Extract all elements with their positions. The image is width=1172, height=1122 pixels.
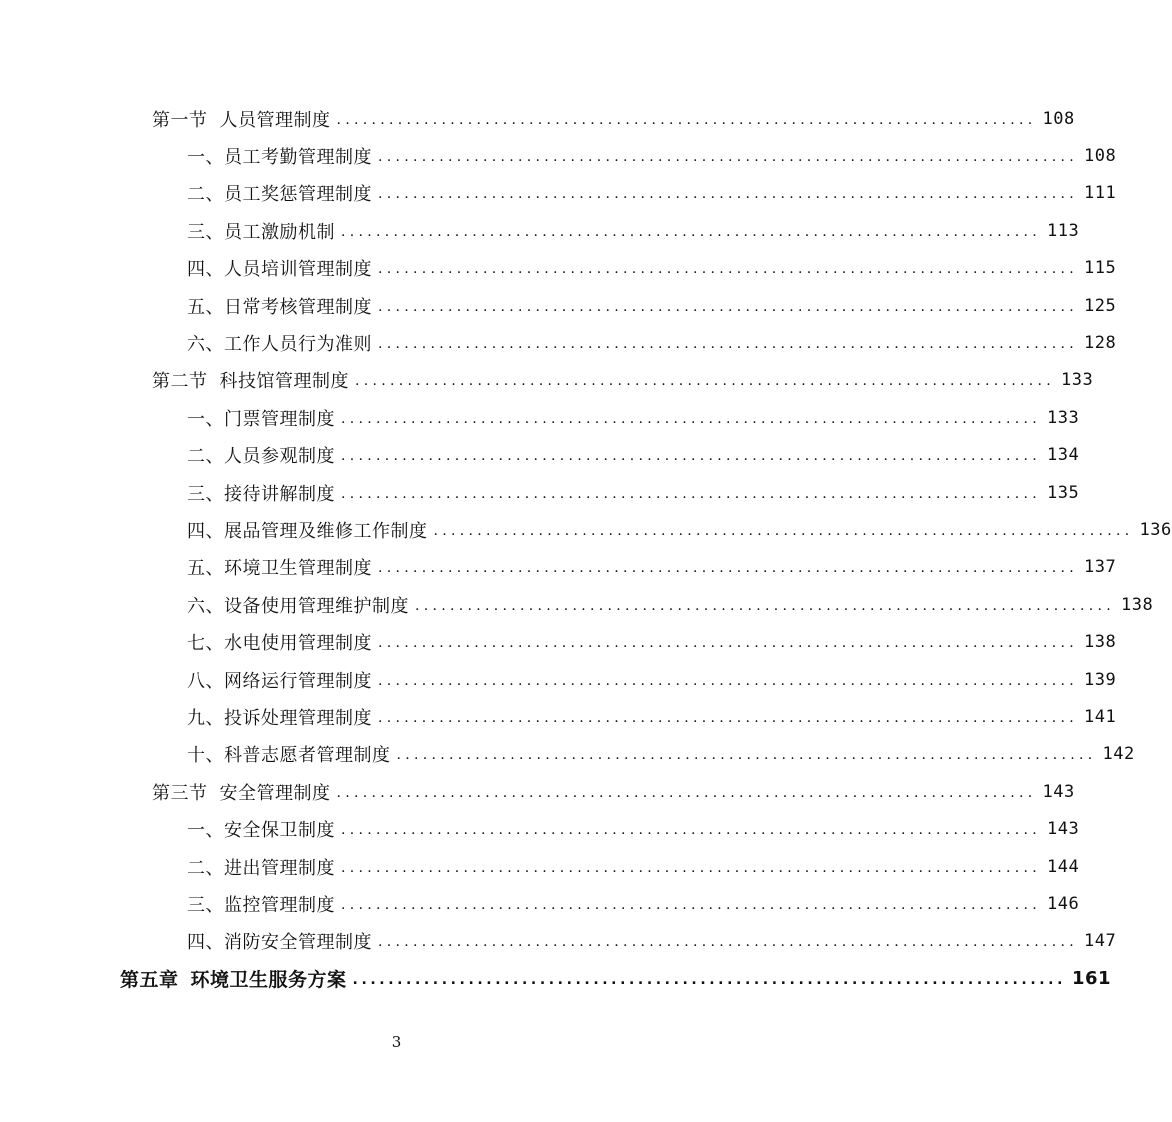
- toc-item-entry[interactable]: [0, 848, 1080, 885]
- toc-dot-leader: ................................................................................: [341, 448, 1042, 465]
- toc-entry-title: 消防安全管理制度: [224, 932, 372, 954]
- toc-entry-page: 115: [1084, 258, 1117, 279]
- toc-entry-label: [187, 704, 372, 730]
- toc-dot-leader: ................................................................................: [341, 896, 1042, 913]
- table-of-contents: [0, 100, 1172, 997]
- toc-entry-page: 138: [1121, 594, 1154, 615]
- toc-entry-label: [187, 330, 372, 356]
- toc-entry-title: 科普志愿者管理制度: [224, 745, 391, 767]
- toc-entry-title: 环境卫生管理制度: [224, 558, 372, 580]
- toc-item-entry[interactable]: [0, 175, 1117, 212]
- toc-entry-title: 员工奖惩管理制度: [224, 184, 372, 206]
- toc-item-entry[interactable]: [0, 736, 1135, 773]
- toc-entry-label: [187, 891, 335, 917]
- toc-entry-label: [152, 367, 349, 393]
- toc-entry-page: 113: [1047, 220, 1080, 241]
- toc-entry-label: [187, 854, 335, 880]
- toc-entry-label: [187, 667, 372, 693]
- toc-item-entry[interactable]: [0, 137, 1117, 174]
- toc-dot-leader: ................................................................................: [352, 971, 1066, 988]
- toc-entry-number: 一、: [187, 147, 224, 169]
- toc-entry-title: 科技馆管理制度: [219, 371, 349, 393]
- toc-entry-title: 员工考勤管理制度: [224, 147, 372, 169]
- toc-entry-title: 人员参观制度: [224, 446, 335, 468]
- toc-dot-leader: ................................................................................: [378, 709, 1079, 726]
- toc-item-entry[interactable]: [0, 474, 1080, 511]
- toc-entry-title: 安全保卫制度: [224, 820, 335, 842]
- toc-dot-leader: ................................................................................: [378, 635, 1079, 652]
- toc-entry-label: [187, 293, 372, 319]
- toc-dot-leader: ................................................................................: [341, 223, 1042, 240]
- toc-entry-number: 三、: [187, 894, 224, 916]
- toc-entry-page: 128: [1084, 333, 1117, 354]
- toc-dot-leader: ................................................................................: [341, 410, 1042, 427]
- toc-entry-label: [187, 816, 335, 842]
- toc-entry-number: 五、: [187, 296, 224, 318]
- toc-item-entry[interactable]: [0, 437, 1080, 474]
- toc-entry-title: 进出管理制度: [224, 857, 335, 879]
- toc-item-entry[interactable]: [0, 623, 1117, 660]
- toc-entry-number: 八、: [187, 670, 224, 692]
- toc-dot-leader: ................................................................................: [341, 485, 1042, 502]
- toc-entry-number: 第一节: [152, 109, 208, 131]
- toc-entry-page: 108: [1084, 146, 1117, 167]
- toc-entry-number: 第三节: [152, 782, 208, 804]
- toc-entry-page: 161: [1072, 968, 1112, 990]
- toc-dot-leader: ................................................................................: [341, 859, 1042, 876]
- toc-entry-label: [187, 180, 372, 206]
- toc-entry-page: 143: [1047, 819, 1080, 840]
- toc-entry-number: 二、: [187, 184, 224, 206]
- page-number: 3: [391, 1033, 402, 1051]
- toc-entry-page: 141: [1084, 706, 1117, 727]
- toc-dot-leader: ................................................................................: [336, 784, 1037, 801]
- toc-dot-leader: ................................................................................: [415, 597, 1116, 614]
- toc-item-entry[interactable]: [0, 698, 1117, 735]
- toc-entry-number: 四、: [187, 932, 224, 954]
- toc-entry-number: 七、: [187, 633, 224, 655]
- toc-entry-number: 一、: [187, 820, 224, 842]
- toc-entry-title: 投诉处理管理制度: [224, 707, 372, 729]
- toc-entry-label: [120, 965, 347, 992]
- toc-dot-leader: ................................................................................: [378, 934, 1079, 951]
- toc-entry-page: 134: [1047, 445, 1080, 466]
- toc-dot-leader: ................................................................................: [336, 111, 1037, 128]
- toc-entry-label: [187, 592, 409, 618]
- toc-entry-title: 设备使用管理维护制度: [224, 595, 409, 617]
- toc-entry-title: 展品管理及维修工作制度: [224, 520, 428, 542]
- toc-section-entry[interactable]: [0, 100, 1075, 137]
- toc-item-entry[interactable]: [0, 661, 1117, 698]
- toc-entry-label: [187, 143, 372, 169]
- toc-entry-number: 一、: [187, 408, 224, 430]
- toc-dot-leader: ................................................................................: [378, 298, 1079, 315]
- toc-item-entry[interactable]: [0, 810, 1080, 847]
- toc-entry-number: 四、: [187, 259, 224, 281]
- toc-entry-page: 108: [1042, 108, 1075, 129]
- toc-entry-label: [187, 629, 372, 655]
- toc-item-entry[interactable]: [0, 287, 1117, 324]
- toc-entry-page: 137: [1084, 557, 1117, 578]
- toc-entry-number: 第五章: [120, 969, 179, 992]
- toc-entry-label: [152, 779, 331, 805]
- toc-entry-number: 三、: [187, 221, 224, 243]
- toc-item-entry[interactable]: [0, 586, 1154, 623]
- toc-entry-label: [187, 741, 391, 767]
- toc-dot-leader: ................................................................................: [341, 822, 1042, 839]
- toc-entry-page: 133: [1061, 370, 1094, 391]
- toc-entry-label: [187, 405, 335, 431]
- toc-entry-title: 人员培训管理制度: [224, 259, 372, 281]
- toc-dot-leader: ................................................................................: [378, 560, 1079, 577]
- toc-entry-title: 工作人员行为准则: [224, 334, 372, 356]
- toc-entry-title: 水电使用管理制度: [224, 633, 372, 655]
- toc-dot-leader: ................................................................................: [433, 522, 1134, 539]
- toc-entry-page: 138: [1084, 632, 1117, 653]
- toc-dot-leader: ................................................................................: [378, 186, 1079, 203]
- toc-entry-page: 111: [1084, 183, 1117, 204]
- toc-entry-number: 十、: [187, 745, 224, 767]
- toc-section-entry[interactable]: [0, 362, 1094, 399]
- toc-dot-leader: ................................................................................: [378, 261, 1079, 278]
- toc-entry-number: 三、: [187, 483, 224, 505]
- toc-dot-leader: ................................................................................: [355, 373, 1056, 390]
- toc-entry-number: 六、: [187, 334, 224, 356]
- toc-entry-number: 二、: [187, 857, 224, 879]
- toc-entry-page: 144: [1047, 856, 1080, 877]
- toc-entry-label: [187, 442, 335, 468]
- toc-entry-page: 142: [1102, 744, 1135, 765]
- toc-item-entry[interactable]: [0, 511, 1172, 548]
- toc-entry-title: 监控管理制度: [224, 894, 335, 916]
- toc-entry-number: 第二节: [152, 371, 208, 393]
- toc-entry-label: [187, 218, 335, 244]
- toc-entry-title: 员工激励机制: [224, 221, 335, 243]
- toc-entry-title: 门票管理制度: [224, 408, 335, 430]
- toc-entry-page: 136: [1139, 519, 1172, 540]
- toc-entry-title: 日常考核管理制度: [224, 296, 372, 318]
- toc-entry-label: [187, 255, 372, 281]
- toc-entry-label: [152, 106, 331, 132]
- toc-entry-title: 人员管理制度: [219, 109, 331, 131]
- toc-entry-number: 四、: [187, 520, 224, 542]
- toc-entry-title: 环境卫生服务方案: [190, 969, 347, 992]
- toc-item-entry[interactable]: [0, 923, 1117, 960]
- toc-entry-title: 网络运行管理制度: [224, 670, 372, 692]
- toc-entry-number: 五、: [187, 558, 224, 580]
- toc-entry-title: 安全管理制度: [219, 782, 331, 804]
- toc-entry-number: 六、: [187, 595, 224, 617]
- toc-entry-page: 146: [1047, 893, 1080, 914]
- toc-item-entry[interactable]: [0, 250, 1117, 287]
- toc-entry-page: 135: [1047, 482, 1080, 503]
- toc-entry-page: 139: [1084, 669, 1117, 690]
- toc-entry-page: 147: [1084, 931, 1117, 952]
- toc-entry-title: 接待讲解制度: [224, 483, 335, 505]
- toc-item-entry[interactable]: [0, 212, 1080, 249]
- toc-entry-number: 九、: [187, 707, 224, 729]
- toc-item-entry[interactable]: [0, 549, 1117, 586]
- toc-dot-leader: ................................................................................: [396, 747, 1097, 764]
- toc-dot-leader: ................................................................................: [378, 672, 1079, 689]
- toc-entry-number: 二、: [187, 446, 224, 468]
- toc-dot-leader: ................................................................................: [378, 149, 1079, 166]
- toc-section-entry[interactable]: [0, 773, 1075, 810]
- toc-chapter-entry[interactable]: [0, 960, 1112, 997]
- toc-entry-label: [187, 928, 372, 954]
- toc-entry-label: [187, 517, 428, 543]
- toc-entry-page: 133: [1047, 407, 1080, 428]
- toc-entry-page: 143: [1042, 781, 1075, 802]
- toc-dot-leader: ................................................................................: [378, 336, 1079, 353]
- toc-entry-label: [187, 554, 372, 580]
- toc-item-entry[interactable]: [0, 885, 1080, 922]
- toc-item-entry[interactable]: [0, 324, 1117, 361]
- toc-item-entry[interactable]: [0, 399, 1080, 436]
- toc-entry-label: [187, 480, 335, 506]
- toc-entry-page: 125: [1084, 295, 1117, 316]
